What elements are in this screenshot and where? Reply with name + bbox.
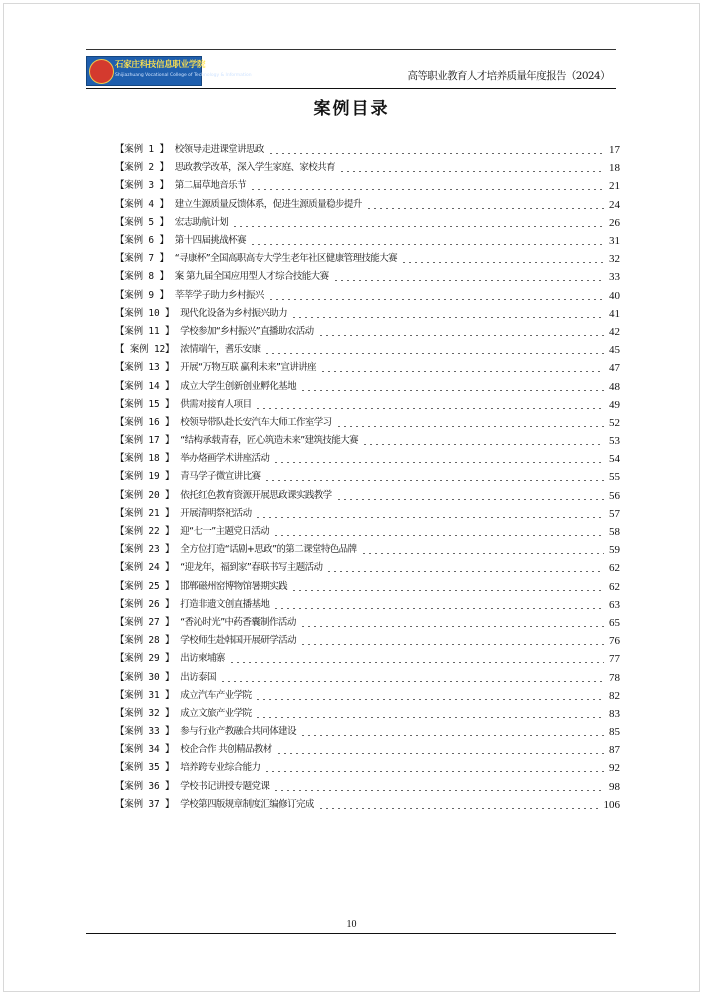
toc-dot-leader xyxy=(273,462,604,463)
toc-entry[interactable] xyxy=(115,250,620,268)
toc-entry[interactable] xyxy=(115,396,620,414)
toc-entry[interactable] xyxy=(115,541,620,559)
toc-dot-leader xyxy=(300,390,604,391)
toc-entry-page: 62 xyxy=(609,562,620,575)
toc-entry-title: “结构承载青春，匠心筑造未来”建筑技能大赛 xyxy=(180,435,359,447)
toc-entry[interactable] xyxy=(115,705,620,723)
toc-entry[interactable] xyxy=(115,377,620,395)
toc-entry-label: 【案例 20 】 xyxy=(115,489,175,501)
toc-entry-label: 【案例 33 】 xyxy=(115,726,175,738)
toc-entry-page: 106 xyxy=(603,798,620,811)
toc-entry-page: 54 xyxy=(609,453,620,466)
toc-entry[interactable] xyxy=(115,778,620,796)
toc-dot-leader xyxy=(361,553,605,554)
page-title: 案例目录 xyxy=(313,99,390,119)
toc-entry-label: 【案例 17 】 xyxy=(115,435,175,447)
toc-entry-page: 31 xyxy=(609,235,620,248)
toc-entry-title: 案 第九届全国应用型人才综合技能大赛 xyxy=(174,271,329,283)
toc-dot-leader xyxy=(250,244,604,245)
toc-dot-leader xyxy=(273,608,604,609)
toc-entry-page: 49 xyxy=(609,398,620,411)
toc-entry-label: 【案例 7 】 xyxy=(115,253,169,265)
toc-entry[interactable] xyxy=(115,796,620,814)
toc-entry-label: 【案例 31 】 xyxy=(115,689,175,701)
toc-dot-leader xyxy=(250,189,604,190)
toc-entry[interactable] xyxy=(115,323,620,341)
toc-dot-leader xyxy=(401,262,604,263)
toc-dot-leader xyxy=(255,408,604,409)
toc-entry-label: 【案例 35 】 xyxy=(115,762,175,774)
toc-entry-title: 成立大学生创新创业孵化基地 xyxy=(180,380,296,392)
toc-entry-label: 【案例 26 】 xyxy=(115,598,175,610)
toc-dot-leader xyxy=(339,171,604,172)
toc-dot-leader xyxy=(300,644,604,645)
toc-dot-leader xyxy=(268,153,604,154)
toc-entry-title: 培养跨专业综合能力 xyxy=(180,762,261,774)
toc-entry[interactable] xyxy=(115,632,620,650)
toc-entry-page: 53 xyxy=(609,435,620,448)
toc-entry[interactable] xyxy=(115,214,620,232)
toc-entry[interactable] xyxy=(115,141,620,159)
page-number: 10 xyxy=(346,919,357,930)
toc-entry[interactable] xyxy=(115,741,620,759)
toc-dot-leader xyxy=(255,717,604,718)
toc-entry[interactable] xyxy=(115,432,620,450)
toc-entry[interactable] xyxy=(115,196,620,214)
toc-entry-title: 开展清明祭祀活动 xyxy=(180,507,252,519)
toc-entry-page: 26 xyxy=(609,216,620,229)
toc-entry[interactable] xyxy=(115,668,620,686)
toc-entry-title: 学校师生赴韩国开展研学活动 xyxy=(180,635,296,647)
toc-entry-label: 【案例 21 】 xyxy=(115,507,175,519)
toc-entry-title: 出访柬埔寨 xyxy=(180,653,225,665)
toc-entry-title: 依托红色教育资源开展思政课实践教学 xyxy=(180,489,332,501)
toc-entry-label: 【案例 29 】 xyxy=(115,653,175,665)
toc-entry-page: 83 xyxy=(609,707,620,720)
toc-entry[interactable] xyxy=(115,650,620,668)
toc-entry-title: 宏志助航计划 xyxy=(174,216,229,228)
toc-dot-leader xyxy=(318,335,604,336)
toc-entry-label: 【案例 36 】 xyxy=(115,780,175,792)
toc-dot-leader xyxy=(273,535,604,536)
toc-entry-page: 77 xyxy=(609,653,620,666)
toc-entry-page: 57 xyxy=(609,507,620,520)
toc-dot-leader xyxy=(318,808,600,809)
toc-dot-leader xyxy=(291,590,604,591)
toc-dot-leader xyxy=(229,662,604,663)
toc-entry[interactable] xyxy=(115,232,620,250)
toc-entry-label: 【案例 28 】 xyxy=(115,635,175,647)
toc-entry[interactable] xyxy=(115,759,620,777)
toc-entry-label: 【案例 18 】 xyxy=(115,453,175,465)
toc-entry-page: 82 xyxy=(609,689,620,702)
toc-entry-label: 【案例 30 】 xyxy=(115,671,175,683)
toc-dot-leader xyxy=(326,571,604,572)
toc-entry-page: 55 xyxy=(609,471,620,484)
toc-entry-page: 47 xyxy=(609,362,620,375)
toc-entry[interactable] xyxy=(115,414,620,432)
toc-entry-title: “寻康杯”全国高职高专大学生老年社区健康管理技能大赛 xyxy=(174,253,398,265)
toc-entry-label: 【案例 3 】 xyxy=(115,180,169,192)
toc-dot-leader xyxy=(232,226,604,227)
toc-entry-title: 建立生源质量反馈体系，促进生源质量稳步提升 xyxy=(174,198,362,210)
toc-dot-leader xyxy=(362,444,604,445)
toc-entry-label: 【案例 2 】 xyxy=(115,162,169,174)
toc-dot-leader xyxy=(300,735,604,736)
toc-entry-title: 莘莘学子助力乡村振兴 xyxy=(174,289,264,301)
logo-text: 石家庄科技信息职业学院 xyxy=(115,60,206,70)
toc-entry[interactable] xyxy=(115,177,620,195)
toc-entry-label: 【案例 24 】 xyxy=(115,562,175,574)
toc-entry-label: 【案例 5 】 xyxy=(115,216,169,228)
toc-entry-page: 78 xyxy=(609,671,620,684)
toc-entry-label: 【案例 6 】 xyxy=(115,235,169,247)
toc-entry-page: 32 xyxy=(609,253,620,266)
toc-entry-page: 76 xyxy=(609,635,620,648)
toc-entry-label: 【案例 25 】 xyxy=(115,580,175,592)
toc-entry-label: 【案例 22 】 xyxy=(115,526,175,538)
toc-entry-page: 58 xyxy=(609,526,620,539)
toc-entry-page: 48 xyxy=(609,380,620,393)
page-header xyxy=(86,54,616,90)
toc-entry-label: 【案例 1 】 xyxy=(115,144,169,156)
toc-entry-label: 【案例 19 】 xyxy=(115,471,175,483)
toc-entry-page: 17 xyxy=(609,144,620,157)
toc-entry[interactable] xyxy=(115,614,620,632)
toc-entry-page: 18 xyxy=(609,162,620,175)
toc-entry-title: 学校书记讲授专题党课 xyxy=(180,780,270,792)
toc-dot-leader xyxy=(320,371,604,372)
toc-dot-leader xyxy=(291,317,604,318)
toc-dot-leader xyxy=(300,626,604,627)
toc-dot-leader xyxy=(336,426,604,427)
toc-entry-page: 63 xyxy=(609,598,620,611)
toc-entry[interactable] xyxy=(115,268,620,286)
toc-entry-title: 举办烙画学术讲座活动 xyxy=(180,453,270,465)
toc-entry-title: 供需对接育人项目 xyxy=(180,398,252,410)
toc-entry-title: 第二届草地音乐节 xyxy=(174,180,246,192)
footer-rule xyxy=(86,933,616,934)
toc-entry-label: 【案例 4 】 xyxy=(115,198,169,210)
toc-dot-leader xyxy=(255,517,604,518)
toc-entry-label: 【案例 10 】 xyxy=(115,307,175,319)
toc-entry-title: 校企合作 共创精品教材 xyxy=(180,744,272,756)
toc-entry[interactable] xyxy=(115,341,620,359)
report-title: 高等职业教育人才培养质量年度报告（2024） xyxy=(407,70,610,82)
toc-entry-title: “香沁时光”中药香囊制作活动 xyxy=(180,616,296,628)
toc-entry-title: 成立汽车产业学院 xyxy=(180,689,252,701)
toc-entry-page: 45 xyxy=(609,344,620,357)
toc-entry-label: 【 案例 12】 xyxy=(115,344,175,356)
toc-entry-page: 40 xyxy=(609,289,620,302)
toc-dot-leader xyxy=(333,280,605,281)
toc-entry-title: 打造非遗文创直播基地 xyxy=(180,598,270,610)
toc-entry-page: 87 xyxy=(609,744,620,757)
toc-entry-page: 52 xyxy=(609,416,620,429)
toc-entry-label: 【案例 32 】 xyxy=(115,707,175,719)
toc-entry-label: 【案例 37 】 xyxy=(115,798,175,810)
toc-entry-page: 62 xyxy=(609,580,620,593)
toc-dot-leader xyxy=(366,208,604,209)
college-emblem-icon xyxy=(89,59,114,84)
toc-dot-leader xyxy=(264,480,604,481)
toc-entry-page: 42 xyxy=(609,325,620,338)
toc-entry[interactable] xyxy=(115,578,620,596)
toc-entry-title: 开展“万物互联 赢利未来”宣讲讲座 xyxy=(180,362,316,374)
toc-entry-label: 【案例 27 】 xyxy=(115,616,175,628)
toc-entry[interactable] xyxy=(115,450,620,468)
toc-entry-title: 学校参加“乡村振兴”直播助农活动 xyxy=(180,325,314,337)
toc-dot-leader xyxy=(220,681,604,682)
toc-entry[interactable] xyxy=(115,159,620,177)
toc-entry-title: “迎龙年，福到家”春联书写主题活动 xyxy=(180,562,323,574)
toc-entry-page: 41 xyxy=(609,307,620,320)
toc-entry-title: 邯郸磁州窑博物馆暑期实践 xyxy=(180,580,288,592)
toc-dot-leader xyxy=(264,353,604,354)
logo-subtext: Shijiazhuang Vocational College of Technology & Information xyxy=(115,73,252,78)
toc-entry-title: 校领导带队赴长安汽车大师工作室学习 xyxy=(180,416,332,428)
toc-entry-page: 33 xyxy=(609,271,620,284)
toc-entry[interactable] xyxy=(115,523,620,541)
toc-entry-label: 【案例 23 】 xyxy=(115,544,175,556)
toc-dot-leader xyxy=(276,753,604,754)
toc-entry-label: 【案例 11 】 xyxy=(115,325,175,337)
toc-entry-title: 参与行业产教融合共同体建设 xyxy=(180,726,296,738)
toc-entry[interactable] xyxy=(115,487,620,505)
toc-dot-leader xyxy=(264,771,604,772)
toc-entry-title: 思政教学改革，深入学生家庭、家校共育 xyxy=(174,162,335,174)
toc-entry-page: 65 xyxy=(609,616,620,629)
toc-entry[interactable] xyxy=(115,559,620,577)
toc-entry[interactable] xyxy=(115,596,620,614)
toc-entry-title: 青马学子微宣讲比赛 xyxy=(180,471,261,483)
toc-entry-label: 【案例 16 】 xyxy=(115,416,175,428)
toc-entry-title: 出访泰国 xyxy=(180,671,216,683)
toc-entry-title: 校领导走进课堂讲思政 xyxy=(174,144,264,156)
toc-entry-label: 【案例 13 】 xyxy=(115,362,175,374)
toc-entry-title: 全方位打造“话剧+思政”的第二课堂特色品牌 xyxy=(180,544,357,556)
toc-entry-label: 【案例 9 】 xyxy=(115,289,169,301)
toc-list xyxy=(115,141,620,814)
toc-entry-page: 24 xyxy=(609,198,620,211)
toc-dot-leader xyxy=(255,699,604,700)
toc-dot-leader xyxy=(268,299,604,300)
toc-entry-title: 成立文旅产业学院 xyxy=(180,707,252,719)
college-logo xyxy=(86,56,252,86)
header-rule xyxy=(86,88,616,89)
toc-entry-page: 56 xyxy=(609,489,620,502)
toc-entry-page: 85 xyxy=(609,726,620,739)
toc-entry-page: 92 xyxy=(609,762,620,775)
toc-entry[interactable] xyxy=(115,505,620,523)
header-top-rule xyxy=(86,49,616,50)
toc-entry[interactable] xyxy=(115,287,620,305)
toc-entry-title: 浓情端午，耆乐安康 xyxy=(180,344,261,356)
toc-entry[interactable] xyxy=(115,687,620,705)
toc-entry-title: 第十四届挑战杯赛 xyxy=(174,235,246,247)
toc-entry-label: 【案例 15 】 xyxy=(115,398,175,410)
toc-dot-leader xyxy=(273,790,604,791)
toc-entry[interactable] xyxy=(115,359,620,377)
toc-entry[interactable] xyxy=(115,305,620,323)
toc-entry-label: 【案例 8 】 xyxy=(115,271,169,283)
toc-entry[interactable] xyxy=(115,468,620,486)
toc-entry-title: 现代化设备为乡村振兴助力 xyxy=(180,307,288,319)
toc-entry-label: 【案例 34 】 xyxy=(115,744,175,756)
toc-entry-page: 98 xyxy=(609,780,620,793)
toc-entry[interactable] xyxy=(115,723,620,741)
toc-entry-page: 21 xyxy=(609,180,620,193)
toc-entry-title: 学校第四版规章制度汇编修订完成 xyxy=(180,798,314,810)
toc-dot-leader xyxy=(336,499,604,500)
toc-entry-title: 迎“七一”主题党日活动 xyxy=(180,526,270,538)
toc-entry-label: 【案例 14 】 xyxy=(115,380,175,392)
toc-entry-page: 59 xyxy=(609,544,620,557)
